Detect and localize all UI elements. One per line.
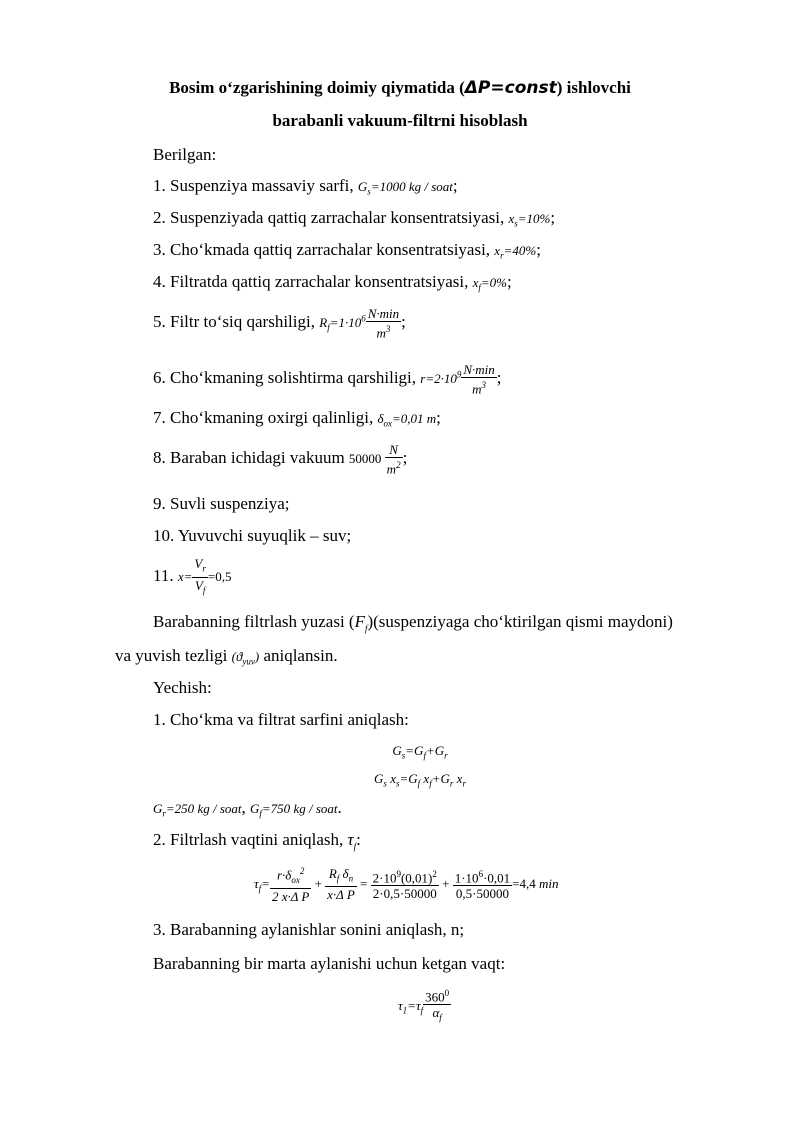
item-5-formula: $R_f=1\cdot 10^6$ <box>319 313 366 333</box>
given-item-3 <box>153 240 541 261</box>
given-item-7 <box>153 408 441 429</box>
step-2: 2. Filtrlash vaqtini aniqlash, $\tau_f$: <box>153 830 361 852</box>
given-item-10: 10. Yuvuvchi suyuqlik – suv; <box>153 526 352 545</box>
equation-3: $\tau_f=$ $\frac{r\cdot\delta_{ox}^2}{\text{2 x·Δ P}}$ + $\frac{R_f \delta_n}{\text{x·Δ P}}$ = $\frac{2\cdot 10^9(0,01)^2}{2\cdot 0,5\cdot 50000}$ + $\frac{1\cdot 10^6\cdot 0,01}{0,5\cdot 50000}$ =4,4 min <box>254 865 559 904</box>
item-5-fraction: $\frac{N\cdot\min}{m^3}$ <box>367 306 400 341</box>
step-3-subtext: Barabanning bir marta aylanishi uchun ketgan vaqt: <box>153 954 506 973</box>
item-6-text: 6. Cho‘kmaning solishtirma qarshiligi, <box>153 368 421 388</box>
item-11-formula: x= <box>177 569 193 584</box>
given-item-8 <box>153 442 407 476</box>
item-7-text: 7. Cho‘kmaning oxirgi qalinligi, <box>153 408 378 427</box>
item-11-fraction: $\frac{V_r}{V_f}$ <box>194 556 206 596</box>
item-6-formula: $r=2\cdot 10^9$ <box>420 369 462 387</box>
item-7-formula: $\delta_{ox}=0,01$ m <box>377 411 437 429</box>
given-item-2 <box>153 208 555 229</box>
item-8-value: 50000 <box>348 451 385 467</box>
item-6-tail: ; <box>496 368 502 388</box>
task-text-a: Barabanning filtrlash yuzasi ( <box>153 612 355 631</box>
item-2-formula: $x_s=10\%$ <box>508 211 551 229</box>
task-text-d: aniqlansin. <box>259 646 338 665</box>
item-2-tail: ; <box>550 208 556 227</box>
equation-4: $\tau_1=\tau_f$ $\frac{360^0}{\alpha_f}$ <box>398 988 450 1023</box>
item-4-text: 4. Filtratda qattiq zarrachalar konsentratsiyasi, <box>153 272 473 291</box>
item-11-value: =0,5 <box>207 569 232 584</box>
item-1-tail: ; <box>452 176 458 195</box>
item-5-tail: ; <box>401 312 406 332</box>
item-3-tail: ; <box>536 240 541 259</box>
item-4-formula: $x_f=0\%$ <box>472 275 507 293</box>
item-7-tail: ; <box>436 408 441 427</box>
item-1-text: 1. Suspenziya massaviy sarfi, <box>153 176 358 195</box>
solution-label: Yechish: <box>153 678 212 697</box>
task-text-b: )(suspenziyaga cho‘ktirilgan qismi maydoni) <box>367 612 673 631</box>
task-formula: $(ϑ_{yuv})$ <box>231 649 260 667</box>
title-text-b: ) ishlovchi <box>556 78 631 97</box>
item-8-fraction: $\frac{N}{m^2}$ <box>386 442 401 477</box>
given-item-5 <box>153 306 406 340</box>
item-4-tail: ; <box>507 272 512 291</box>
title-formula: ΔP=const <box>464 78 557 98</box>
title-text-a: Bosim o‘zgarishining doimiy qiymatida ( <box>169 78 465 97</box>
task-line-2 <box>115 646 338 667</box>
given-item-4 <box>153 272 512 293</box>
item-1-formula: $G_s=1000$ kg / soat <box>357 179 453 197</box>
result-1: $G_r=250$ kg / soat, $G_f=750$ kg / soat. <box>153 798 342 819</box>
item-11-text: 11. <box>153 566 178 585</box>
title-line-2: barabanli vakuum-filtrni hisoblash <box>272 111 528 130</box>
task-text-c: va yuvish tezligi <box>115 646 232 665</box>
item-8-tail: ; <box>402 448 408 468</box>
given-item-1 <box>153 176 458 197</box>
equation-1: $G_s=G_f+G_r$ <box>392 743 448 761</box>
task-line-1: Barabanning filtrlash yuzasi $(F_f)(suspenziyaga$ cho‘ktirilgan qismi maydoni) <box>153 612 673 634</box>
item-3-text: 3. Cho‘kmada qattiq zarrachalar konsentratsiyasi, <box>153 240 495 259</box>
equation-2: $G_s$ $x_s=G_f$ $x_f+G_r$ $x_r$ <box>374 771 466 789</box>
item-5-text: 5. Filtr to‘siq qarshiligi, <box>153 312 320 332</box>
item-3-formula: $x_r=40\%$ <box>494 243 537 261</box>
given-label: Berilgan: <box>153 145 217 164</box>
item-8-text: 8. Baraban ichidagi vakuum <box>153 448 349 468</box>
item-6-fraction: $\frac{N\cdot\min}{m^3}$ <box>463 362 495 397</box>
given-item-9: 9. Suvli suspenziya; <box>153 494 290 513</box>
given-item-6 <box>153 362 502 396</box>
step-3: 3. Barabanning aylanishlar sonini aniqlash, n; <box>153 920 465 939</box>
given-item-11 <box>153 556 231 598</box>
title-line-1 <box>0 78 800 98</box>
item-2-text: 2. Suspenziyada qattiq zarrachalar konsentratsiyasi, <box>153 208 509 227</box>
step-1: 1. Cho‘kma va filtrat sarfini aniqlash: <box>153 710 409 729</box>
